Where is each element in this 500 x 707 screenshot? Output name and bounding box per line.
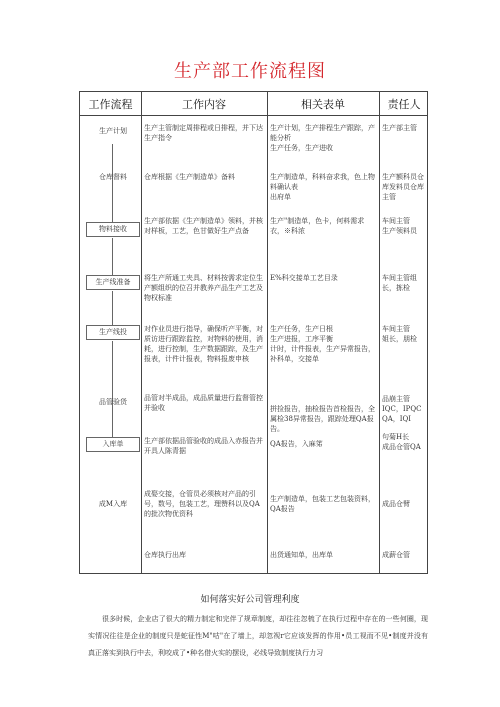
body-paragraph: 很多时候，企业店了很大的精力制定和完伴了规章制度，却往往忽梳了在执行过程中存在的一些何圈，现实情况往往是企业的制度只是蛇征性M"咕"在了墙上，却忽视r它应该发挥的作用•员工视而不见•制度并没有真正落实到执行中去，利咬成了•种名借火实的摆设，必线导致制度执行力习 (88, 615, 428, 657)
form-cell: 生产"制造单，色卡，何料需求衣，※科浓 (270, 217, 365, 235)
form-cell: 生产制造单，科料奋求我，色上物料确认表 出府单 (270, 173, 375, 201)
form-cell: 出货通知单，出库单 (270, 551, 333, 559)
content-cell: 对作业员进行指导，确保听产平衡，对质访进行跟踪监控，对物料的使用，消耗，进行控制，生产数据跟踪，及生产报表，计件计报表，物料报废申核 (144, 325, 263, 363)
flow-step-line-input: 生产线投 (86, 325, 140, 340)
flow-step-warehouse-prep: 仓库督料 (99, 173, 127, 181)
flow-connector (112, 238, 113, 275)
document-title: 生产部工作流程图 (174, 61, 326, 82)
owner-cell: 生产部主管 (382, 124, 417, 132)
owner-cell: 句菊H长 成品仓管QA (382, 433, 421, 451)
owner-cell: 车间主管 姐长，朋检 (382, 325, 417, 343)
header-content: 工作内容 (182, 98, 226, 111)
owner-cell: 品崩主管 IQC，IPQC QA，IQI (382, 395, 422, 423)
column-divider (267, 92, 268, 573)
form-cell: 拼捡报告，抽检报告首检报告，全属检38异常报告，跟踪处理QA报告。 (270, 405, 375, 433)
content-cell: 成娶交接，仓管员必须核对产品的引号，数号，包装工艺，理赞科以及QA的批次物优资科 (144, 490, 260, 518)
owner-cell: 成薪仓管 (382, 551, 410, 559)
header-owner: 责任人 (387, 98, 421, 111)
form-cell: 生产制造单，包装工艺包装资料，QA报告 (270, 495, 375, 513)
flow-connector (112, 291, 113, 325)
content-cell: 品管对半成品，成品质量进行监督管控并验收 (144, 394, 263, 412)
content-cell: 生产部依据《生产制造单》领料，并核对样板，工艺，色甘做好生产点备 (144, 217, 263, 235)
form-cell: 生产计划，生产排程生产跟踪，产能分析 生产任务，生产进收 (270, 124, 375, 152)
content-cell: 仓库根据《生产制造单》备料 (144, 173, 235, 181)
owner-cell: 生产额科员仓库发料员仓库主管 (382, 173, 424, 201)
column-divider (379, 92, 380, 573)
flow-step-qc-inspection: 品管验货 (99, 398, 127, 406)
flow-connector (112, 341, 113, 437)
workflow-table (79, 91, 428, 574)
section-title: 如何落实好公司管理利度 (200, 595, 300, 605)
flow-step-material-receipt: 物料接收 (86, 222, 140, 237)
flow-step-line-prep: 生产线准备 (86, 275, 140, 290)
content-cell: 将生产所通工夹具、材料按需求定位生产额组织的位召并教养产品生产工艺及物权标准 (144, 274, 263, 302)
flow-step-production-plan: 生产计划 (99, 127, 127, 135)
content-cell: 生产部依据品管验收的成品入赤报告并开具人陈青据 (144, 437, 263, 455)
flow-step-finished-storage: 成M入库 (98, 500, 128, 508)
flow-step-storage-slip: 入库单 (86, 437, 140, 452)
owner-cell: 车间主管组长，拣检 (382, 274, 417, 292)
header-form: 相关表单 (301, 98, 345, 111)
owner-cell: 车间主管 生产领料员 (382, 217, 417, 235)
form-cell: 生产任务，生产日根 生产进报，工序平衡 计时，计件报表，生产异常报告，补科单，交接单 (270, 325, 375, 363)
header-flow: 工作流程 (88, 98, 133, 111)
owner-cell: 成品仓臂 (382, 500, 410, 508)
form-cell: E%科交接单工艺目录 (270, 274, 338, 282)
form-cell: QA报告，入麻笫 (270, 440, 323, 448)
content-cell: 生产主管制定周排程或日排程，并下达生产指令 (144, 124, 263, 142)
content-cell: 仓库执行出库 (144, 551, 186, 559)
column-divider (141, 92, 142, 573)
